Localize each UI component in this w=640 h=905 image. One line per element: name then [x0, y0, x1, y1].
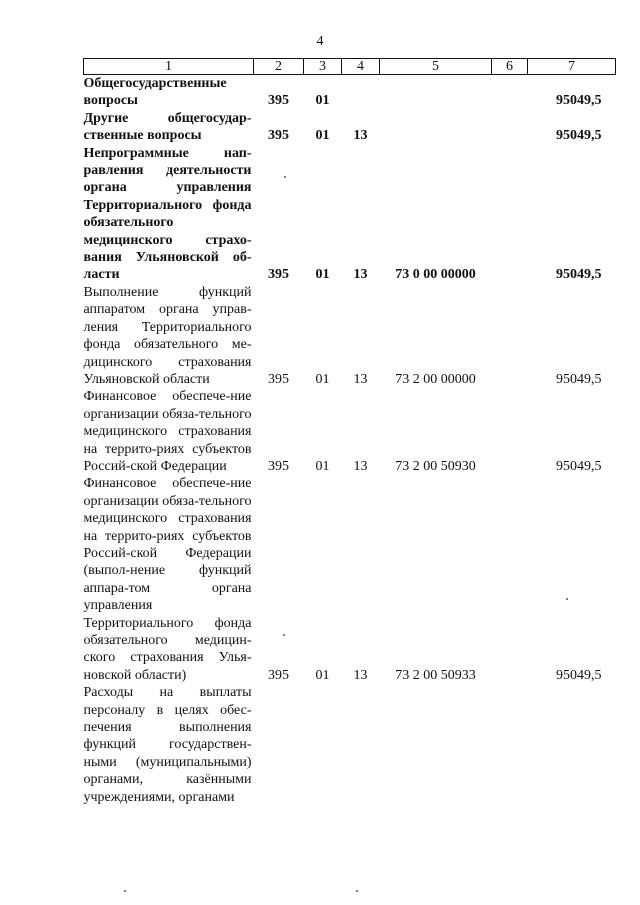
budget-table	[83, 58, 616, 806]
row-target-article	[380, 684, 492, 806]
row-expense-type	[492, 145, 528, 284]
row-target-article: 73 2 00 00000	[395, 371, 476, 387]
row-description: Выполнение функций аппаратом органа управ-ления Территориального фонда обязательного ме-дицинского страхования Ульяновской области	[83, 284, 252, 387]
row-amount: 95049,5	[556, 267, 602, 283]
row-expense-type	[492, 110, 528, 145]
row-section: 01	[315, 458, 330, 474]
table-row	[84, 388, 616, 475]
row-section: 01	[315, 93, 330, 109]
row-amount: 95049,5	[556, 667, 602, 683]
row-code: 395	[268, 458, 289, 474]
row-expense-type	[492, 388, 528, 475]
row-description: Непрограммные нап-равления деятельности органа управления Территориального фонда обязательного медицинского страхо-вания Ульяновской об-ласти	[83, 145, 252, 283]
row-amount: 95049,5	[556, 128, 602, 144]
row-target-article	[380, 110, 492, 145]
row-code: 395	[268, 93, 289, 109]
row-amount: 95049,5	[556, 458, 602, 474]
scan-speck	[566, 598, 568, 600]
column-header-6: 6	[492, 59, 528, 75]
column-header-2: 2	[254, 59, 304, 75]
table-row	[84, 684, 616, 806]
column-header-1: 1	[84, 59, 254, 75]
scan-speck	[124, 890, 126, 892]
table-row	[84, 145, 616, 284]
row-code: 395	[268, 267, 289, 283]
row-code	[254, 684, 304, 806]
column-number-row	[84, 59, 616, 75]
row-description: Другие общегосудар-ственные вопросы	[83, 110, 252, 144]
row-subsection	[342, 75, 380, 110]
row-amount: 95049,5	[556, 93, 602, 109]
table-row	[84, 475, 616, 684]
table-row	[84, 110, 616, 145]
row-section	[304, 684, 342, 806]
row-expense-type	[492, 75, 528, 110]
row-expense-type	[492, 284, 528, 388]
page-number: 4	[316, 34, 324, 49]
column-header-3: 3	[304, 59, 342, 75]
row-description: Финансовое обеспече-ние организации обяза-тельного медицинского страхования на террито-риях субъектов Россий-ской Федерации (выпол-нение функций аппара-том органа управления Территориального фонда обязательного медицин-ского страхования Улья-новской области)	[83, 476, 252, 683]
row-target-article: 73 0 00 00000	[395, 267, 476, 283]
row-code: 395	[268, 667, 289, 683]
row-subsection: 13	[353, 458, 368, 474]
row-description: Расходы на выплаты персоналу в целях обес-печения выполнения функций государствен-ными (муниципальными) органами, казёнными учреждениями, органами	[83, 685, 252, 805]
scan-speck	[356, 890, 358, 892]
row-section: 01	[315, 128, 330, 144]
row-subsection: 13	[353, 371, 368, 387]
row-code: 395	[268, 128, 289, 144]
row-description: Общегосударственные вопросы	[83, 76, 227, 109]
table-row	[84, 284, 616, 388]
row-subsection: 13	[353, 128, 368, 144]
scan-speck	[284, 176, 286, 178]
row-section: 01	[315, 371, 330, 387]
row-target-article: 73 2 00 50930	[395, 458, 476, 474]
row-amount: 95049,5	[556, 371, 602, 387]
row-expense-type	[492, 475, 528, 684]
row-subsection	[342, 684, 380, 806]
column-header-5: 5	[380, 59, 492, 75]
row-expense-type	[492, 684, 528, 806]
row-section: 01	[315, 667, 330, 683]
row-code: 395	[268, 371, 289, 387]
row-amount	[528, 684, 616, 806]
table-row	[84, 75, 616, 110]
row-target-article	[380, 75, 492, 110]
row-description: Финансовое обеспече-ние организации обяза-тельного медицинского страхования на террито-риях субъектов Россий-ской Федерации	[83, 389, 252, 474]
row-section: 01	[315, 267, 330, 283]
row-subsection: 13	[353, 267, 368, 283]
row-subsection: 13	[353, 667, 368, 683]
column-header-7: 7	[528, 59, 616, 75]
column-header-4: 4	[342, 59, 380, 75]
scan-speck	[283, 634, 285, 636]
row-target-article: 73 2 00 50933	[395, 667, 476, 683]
